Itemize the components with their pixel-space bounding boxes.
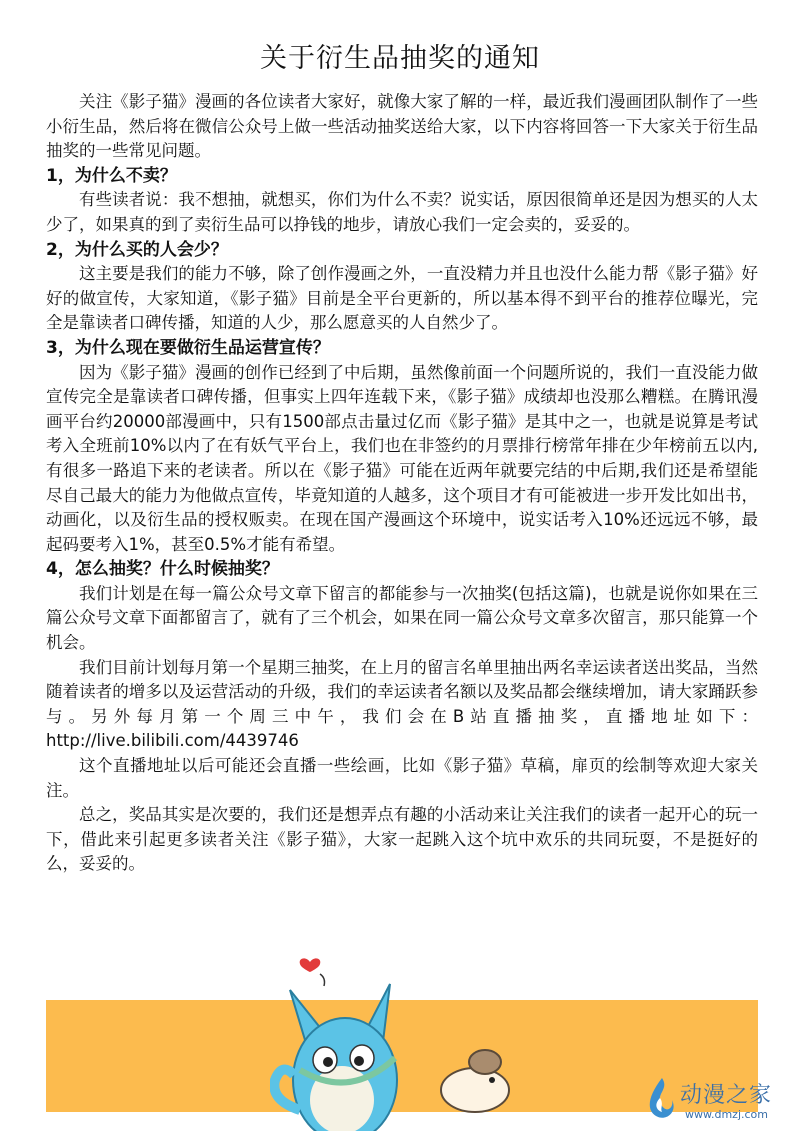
creature-eye <box>489 1077 495 1083</box>
section-heading-1: 1，为什么不卖？ <box>46 165 177 186</box>
section-2-paragraph: 这主要是我们的能力不够，除了创作漫画之外，一直没精力并且也没什么能力帮《影子猫》好好的做宣传，大家知道，《影子猫》目前是全平台更新的，所以基本得不到平台的推荐位曝光，完全是靠读者口碑传播，知道的人少，那么愿意买的人自然少了。 <box>46 264 758 333</box>
section-heading-4: 4，怎么抽奖？什么时候抽奖？ <box>46 559 279 580</box>
logo-name: 动漫之家 <box>680 1083 773 1108</box>
mascot-illustration <box>270 950 540 1131</box>
section-heading-3: 3，为什么现在要做衍生品运营宣传？ <box>46 337 330 358</box>
cat-pupil-left <box>323 1057 333 1067</box>
section-3-paragraph: 因为《影子猫》漫画的创作已经到了中后期，虽然像前面一个问题所说的，我们一直没能力做宣传完全是靠读者口碑传播，但事实上四年连载下来，《影子猫》成绩却也没那么糟糕。在腾讯漫画平台约20000部漫画中，只有1500部点击量过亿而《影子猫》是其中之一，也就是说算是考试考入全班前10%以内了在有妖气平台上，我们也在非签约的月票排行榜常年排在少年榜前五以内,有很多一路追下来的老读者。所以在《影子猫》可能在近两年就要完结的中后期,我们还是希望能尽自己最大的能力为他做点宣传，毕竟知道的人越多，这个项目才有可能被进一步开发比如出书，动画化，以及衍生品的授权贩卖。在现在国产漫画这个环境中，说实话考入10%还远远不够，最起码要考入1%，甚至0.5%才能有希望。 <box>46 362 758 554</box>
logo-url: www.dmzj.com <box>685 1108 768 1121</box>
section-4-paragraph-1: 我们计划是在每一篇公众号文章下留言的都能参与一次抽奖(包括这篇)，也就是说你如果在三篇公众号文章下面都留言了，就有了三个机会，如果在同一篇公众号文章多次留言，那只能算一个机会。 <box>46 583 758 653</box>
site-logo[interactable] <box>640 1068 790 1126</box>
cat-pupil-right <box>354 1056 364 1066</box>
section-heading-2: 2，为什么买的人会少？ <box>46 239 228 260</box>
section-4-paragraph-3: 这个直播地址以后可能还会直播一些绘画，比如《影子猫》草稿，扉页的绘制等欢迎大家关注。 <box>46 756 758 800</box>
section-1-paragraph: 有些读者说：我不想抽，就想买，你们为什么不卖？说实话，原因很简单还是因为想买的人太少了，如果真的到了卖衍生品可以挣钱的地步，请放心我们一定会卖的，妥妥的。 <box>46 190 758 234</box>
flame-logo-icon <box>644 1076 678 1120</box>
heart-icon <box>300 958 321 972</box>
intro-paragraph: 关注《影子猫》漫画的各位读者大家好，就像大家了解的一样，最近我们漫画团队制作了一些小衍生品，然后将在微信公众号上做一些活动抽奖送给大家，以下内容将回答一下大家关于衍生品抽奖的一些常见问题。 <box>46 92 758 161</box>
heart-stroke <box>320 974 325 986</box>
notice-body <box>46 90 758 877</box>
section-4-paragraph-2: 我们目前计划每月第一个星期三抽奖，在上月的留言名单里抽出两名幸运读者送出奖品，当然随着读者的增多以及运营活动的升级，我们的幸运读者名额以及奖品都会继续增加，请大家踊跃参与。另外每月第一个周三中午，我们会在B站直播抽奖，直播地址如下：http://live.bilibili.com/4439746 <box>46 657 758 751</box>
creature-body <box>441 1068 509 1112</box>
creature-ear <box>469 1050 501 1074</box>
section-4-paragraph-4: 总之，奖品其实是次要的，我们还是想弄点有趣的小活动来让关注我们的读者一起开心的玩一下，借此来引起更多读者关注《影子猫》，大家一起跳入这个坑中欢乐的共同玩耍，不是挺好的么，妥妥的。 <box>46 805 758 874</box>
page-title: 关于衍生品抽奖的通知 <box>260 43 540 74</box>
